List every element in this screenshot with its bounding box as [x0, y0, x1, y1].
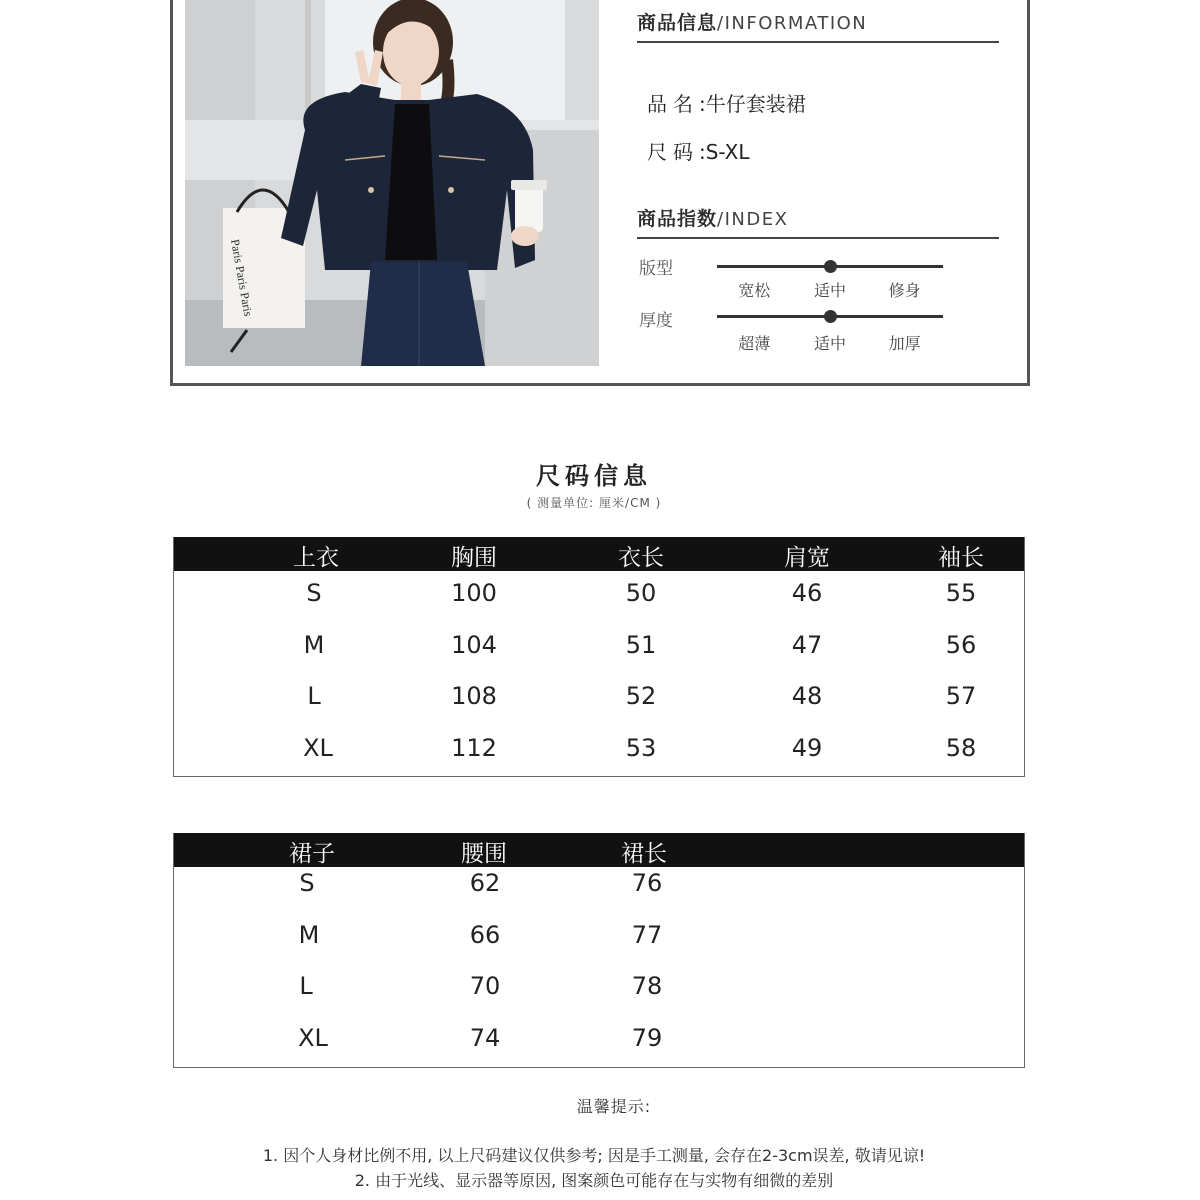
table-cell: 76 — [631, 869, 663, 897]
tips-title: 温馨提示: — [576, 1097, 652, 1116]
top-header-shoulder: 肩宽 — [784, 545, 830, 571]
table-cell: 53 — [625, 733, 657, 762]
thickness-option-thick: 加厚 — [888, 334, 921, 353]
table-row — [174, 867, 1024, 919]
info-heading-en: /INFORMATION — [717, 13, 868, 34]
table-cell: 79 — [631, 1023, 663, 1052]
info-heading-cn: 商品信息 — [637, 12, 718, 34]
table-cell: 56 — [945, 630, 977, 659]
table-row — [174, 726, 1024, 778]
table-cell: XL — [303, 733, 333, 762]
table-row — [174, 623, 1024, 675]
table-row — [174, 571, 1024, 623]
table-cell: 52 — [625, 682, 657, 710]
index-heading-en: /INDEX — [717, 209, 789, 230]
fit-option-regular: 适中 — [813, 281, 847, 300]
skirt-table-header — [174, 833, 1024, 867]
thickness-scale-knob — [824, 310, 837, 323]
table-cell: 74 — [469, 1023, 501, 1052]
table-cell: 51 — [625, 630, 657, 659]
product-name-row — [647, 88, 806, 117]
size-section-unit: ( 测量单位: 厘米/CM ) — [526, 496, 662, 510]
skirt-header-item: 裙子 — [289, 841, 335, 867]
top-header-chest: 胸围 — [451, 545, 497, 571]
table-cell: S — [306, 579, 322, 607]
top-header-length: 衣长 — [618, 545, 664, 571]
table-cell: M — [303, 630, 325, 659]
product-size-value: :S-XL — [699, 140, 750, 164]
product-name-key: 品名 — [647, 92, 699, 116]
table-cell: 47 — [791, 630, 823, 659]
table-cell: S — [299, 869, 315, 897]
skirt-size-table — [173, 833, 1025, 1068]
skirt-header-waist: 腰围 — [461, 841, 507, 867]
top-header-sleeve: 袖长 — [938, 545, 984, 571]
fit-scale-track — [717, 265, 943, 268]
product-photo — [185, 0, 599, 366]
table-row — [174, 1022, 1024, 1074]
index-heading — [637, 204, 999, 239]
table-cell: 49 — [791, 733, 823, 762]
table-cell: XL — [298, 1023, 328, 1052]
table-cell: 66 — [469, 920, 501, 949]
thickness-label: 厚度 — [639, 311, 673, 331]
table-cell: 57 — [945, 682, 977, 710]
tip-line-1: 1. 因个人身材比例不用, 以上尺码建议仅供参考; 因是手工测量, 会存在2-3cm误差, 敬请见谅! — [262, 1146, 926, 1165]
table-cell: 55 — [945, 579, 977, 607]
fit-option-slim: 修身 — [888, 281, 921, 300]
product-size-row — [647, 136, 750, 165]
top-table-header — [174, 537, 1024, 571]
table-cell: 104 — [451, 630, 497, 659]
table-cell: 46 — [791, 579, 823, 607]
table-cell: L — [307, 682, 321, 710]
table-cell: 108 — [451, 682, 497, 710]
table-cell: 70 — [469, 972, 501, 1000]
bag-print: Paris Paris Paris — [228, 238, 256, 318]
thickness-option-medium: 适中 — [813, 334, 847, 353]
index-heading-cn: 商品指数 — [637, 208, 718, 230]
info-heading — [637, 8, 999, 43]
fit-option-loose: 宽松 — [738, 281, 771, 300]
size-section-title: 尺码信息 — [536, 462, 652, 490]
table-cell: 77 — [631, 920, 663, 949]
table-cell: 50 — [625, 579, 657, 607]
table-cell: 62 — [469, 869, 501, 897]
table-cell: 78 — [631, 972, 663, 1000]
thickness-option-thin: 超薄 — [738, 334, 771, 353]
product-size-key: 尺码 — [647, 140, 699, 164]
thickness-scale-track — [717, 315, 943, 318]
fit-scale-knob — [824, 260, 837, 273]
table-cell: 112 — [451, 733, 497, 762]
product-name-value: :牛仔套装裙 — [699, 92, 806, 116]
table-cell: L — [299, 972, 313, 1000]
info-panel — [635, 0, 999, 380]
tip-line-2: 2. 由于光线、显示器等原因, 图案颜色可能存在与实物有细微的差别 — [354, 1171, 834, 1190]
skirt-header-length: 裙长 — [621, 841, 667, 867]
top-size-table — [173, 537, 1025, 777]
table-cell: 100 — [451, 579, 497, 607]
top-header-item: 上衣 — [293, 545, 339, 571]
table-cell: M — [298, 920, 320, 949]
table-row — [174, 970, 1024, 1022]
table-row — [174, 919, 1024, 971]
fit-label: 版型 — [639, 259, 673, 279]
product-info-card — [170, 0, 1030, 386]
table-cell: 48 — [791, 682, 823, 710]
table-cell: 58 — [945, 733, 977, 762]
table-row — [174, 674, 1024, 726]
